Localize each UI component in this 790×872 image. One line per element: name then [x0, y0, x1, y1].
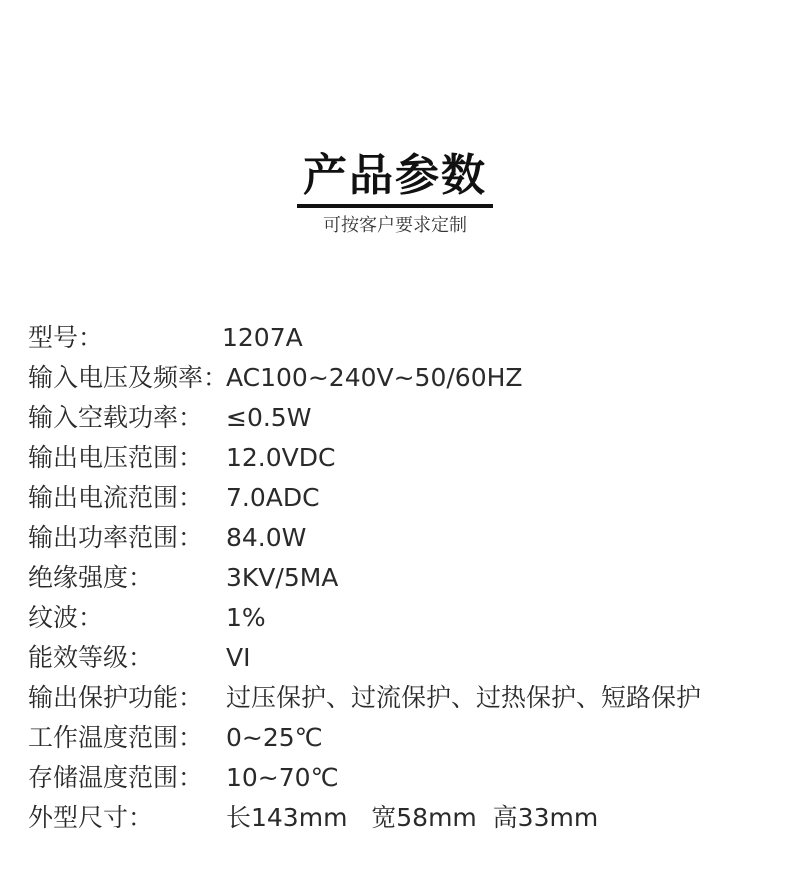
spec-row-no-load-power	[28, 398, 788, 438]
spec-label: 型号：	[28, 323, 104, 352]
spec-value: 长143mm 宽58mm 高33mm	[226, 803, 599, 832]
spec-row-model	[28, 318, 788, 358]
spec-value: 12.0VDC	[226, 443, 336, 472]
spec-value: VI	[226, 643, 251, 672]
spec-row-efficiency-level	[28, 638, 788, 678]
spec-value: 过压保护、过流保护、过热保护、短路保护	[226, 683, 702, 712]
spec-label: 输出电流范围：	[28, 483, 204, 512]
spec-row-output-current	[28, 478, 788, 518]
spec-value: 3KV/5MA	[226, 563, 339, 592]
spec-label: 绝缘强度：	[28, 563, 154, 592]
spec-row-insulation	[28, 558, 788, 598]
spec-value: 10~70℃	[226, 763, 339, 792]
spec-row-output-voltage	[28, 438, 788, 478]
spec-value: 0~25℃	[226, 723, 323, 752]
page-subtitle: 可按客户要求定制	[323, 215, 467, 236]
spec-label: 工作温度范围：	[28, 723, 204, 752]
spec-label: 外型尺寸：	[28, 803, 154, 832]
spec-value: 84.0W	[226, 523, 307, 552]
spec-label: 输出电压范围：	[28, 443, 204, 472]
spec-value: AC100~240V~50/60HZ	[226, 363, 523, 392]
spec-label: 输出功率范围：	[28, 523, 204, 552]
spec-row-ripple	[28, 598, 788, 638]
spec-value: 7.0ADC	[226, 483, 320, 512]
spec-label: 能效等级：	[28, 643, 154, 672]
spec-value: 1%	[226, 603, 266, 632]
spec-label: 输入空载功率：	[28, 403, 204, 432]
spec-value: ≤0.5W	[226, 403, 312, 432]
page-title: 产品参数	[297, 148, 493, 208]
spec-row-protection	[28, 678, 788, 718]
spec-row-storage-temp	[28, 758, 788, 798]
header	[0, 148, 790, 238]
spec-list	[28, 318, 788, 838]
spec-value: 1207A	[222, 323, 303, 352]
spec-label: 存储温度范围：	[28, 763, 204, 792]
spec-label: 输入电压及频率：	[28, 363, 229, 392]
spec-row-operating-temp	[28, 718, 788, 758]
spec-row-output-power	[28, 518, 788, 558]
spec-label: 输出保护功能：	[28, 683, 204, 712]
spec-row-input-voltage	[28, 358, 788, 398]
spec-label: 纹波：	[28, 603, 104, 632]
spec-row-dimensions	[28, 798, 788, 838]
